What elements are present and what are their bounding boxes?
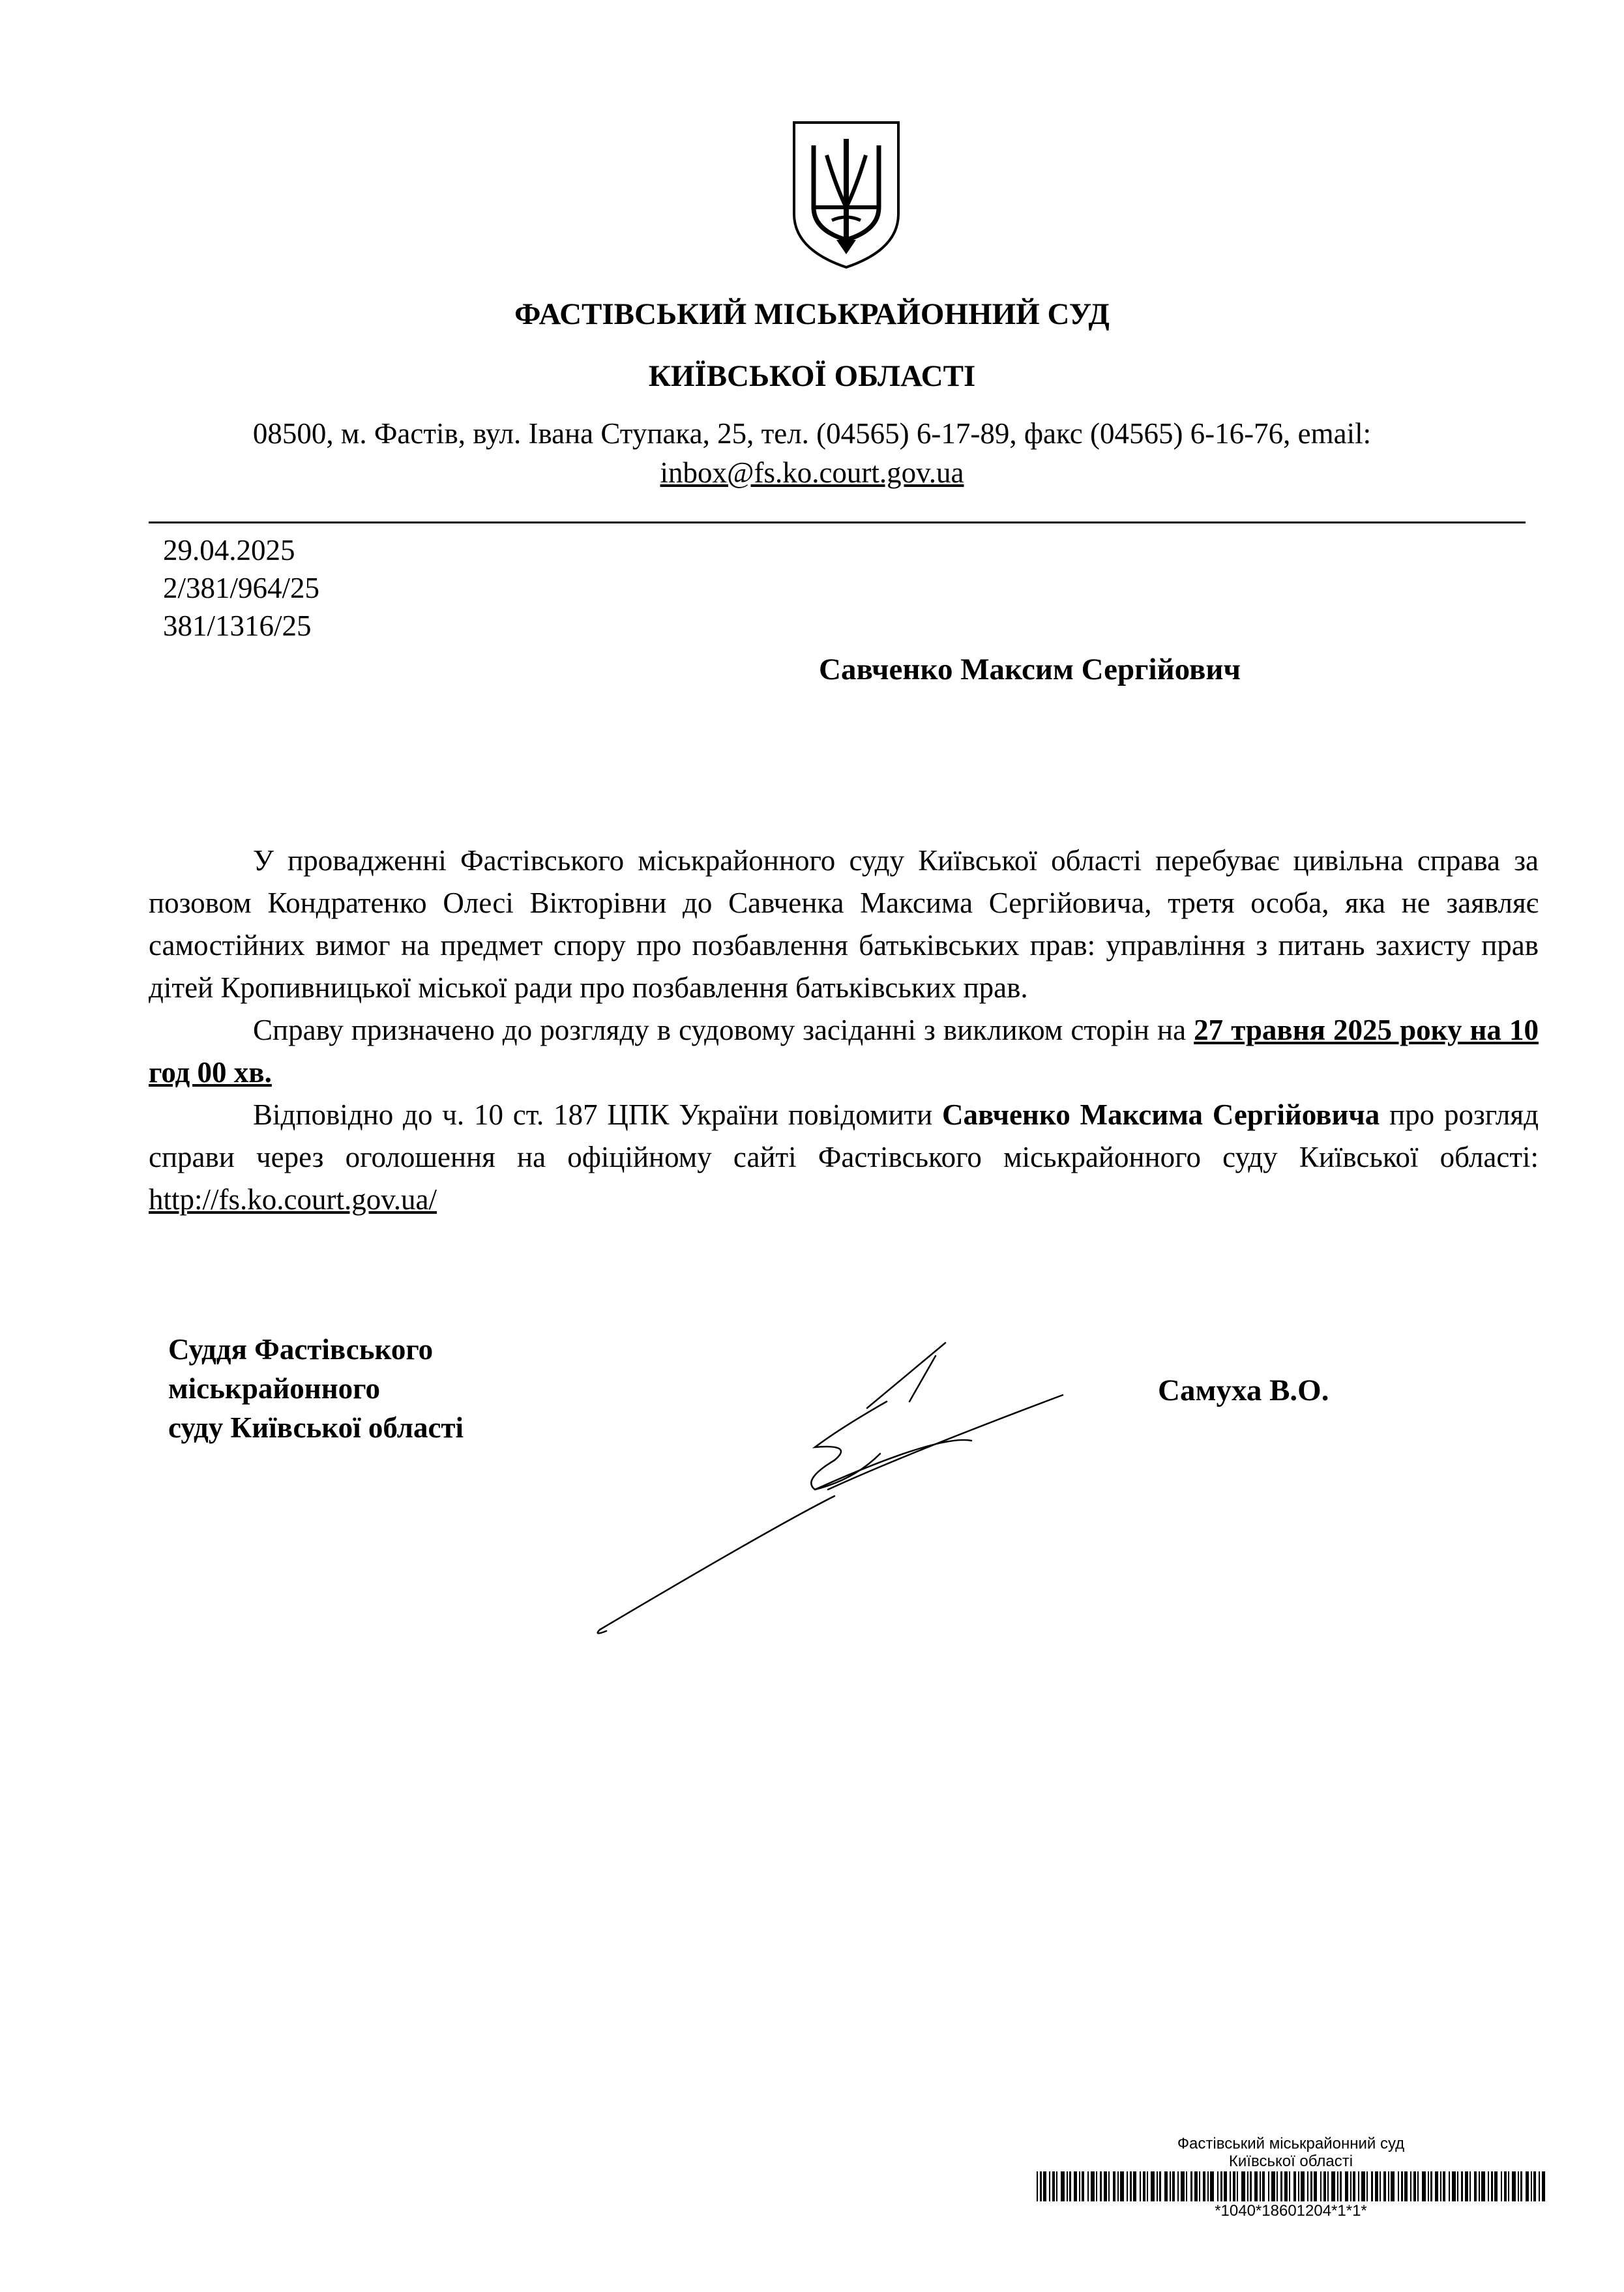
stamp-line-1: Фастівський міськрайонний суд [1177,2135,1405,2152]
barcode-text: *1040*18601204*1*1* [1215,2202,1367,2220]
court-website-link[interactable]: http://fs.ko.court.gov.ua/ [149,1183,437,1216]
body-paragraph-3 [149,1094,1539,1221]
email-link[interactable]: inbox@fs.ko.court.gov.ua [660,456,964,489]
notice-text: Відповідно до ч. 10 ст. 187 ЦПК України повідомити [253,1098,942,1131]
judge-title-line-1: Суддя Фастівського [168,1333,434,1366]
body-paragraph-1: У провадженні Фастівського міськрайонного суду Київської області перебуває цивільна справа за позовом Кондратенко Олесі Вікторівни до Савченка Максима Сергійовича, третя особа, яка не заявляє самостійних вимог на предмет спору про позбавлення батьківських прав: управління з питань захисту прав дітей Кропивницької міської ради про позбавлення батьківських прав. [149,844,1539,1004]
document-meta [163,531,319,645]
court-address [0,414,1624,492]
barcode [1037,2171,1545,2201]
handwritten-signature [580,1330,1076,1656]
defendant-name: Савченко Максима Сергійовича [942,1098,1380,1131]
judge-title [168,1330,464,1447]
coat-of-arms-icon [788,116,905,272]
body-paragraph-2 [149,1009,1539,1094]
address-line: 08500, м. Фастів, вул. Івана Ступака, 25, тел. (04565) 6-17-89, факс (04565) 6-16-76, email: [252,417,1372,450]
stamp-line-2: Київської області [1228,2152,1353,2170]
hearing-date: 27 травня 2025 року на 10 год 00 хв. [149,1014,1539,1089]
judge-name: Самуха В.О. [1158,1374,1329,1407]
notice-text-2: про розгляд справи через оголошення на офіційному сайті Фастівського міськрайонного суду Київської області: [149,1098,1539,1173]
proceeding-number: 381/1316/25 [163,610,312,642]
court-region: КИЇВСЬКОЇ ОБЛАСТІ [648,359,976,393]
hearing-text: Справу призначено до розгляду в судовому засіданні з викликом сторін на [253,1014,1194,1046]
letter-body [149,840,1539,1221]
court-name: ФАСТІВСЬКИЙ МІСЬКРАЙОННИЙ СУД [514,297,1110,331]
case-number: 2/381/964/25 [163,572,320,604]
document-date: 29.04.2025 [163,534,295,566]
header-divider [149,522,1526,523]
judge-title-line-2: міськрайонного [168,1372,380,1405]
judge-title-line-3: суду Київської області [168,1411,464,1444]
recipient-name: Савченко Максим Сергійович [819,653,1241,686]
